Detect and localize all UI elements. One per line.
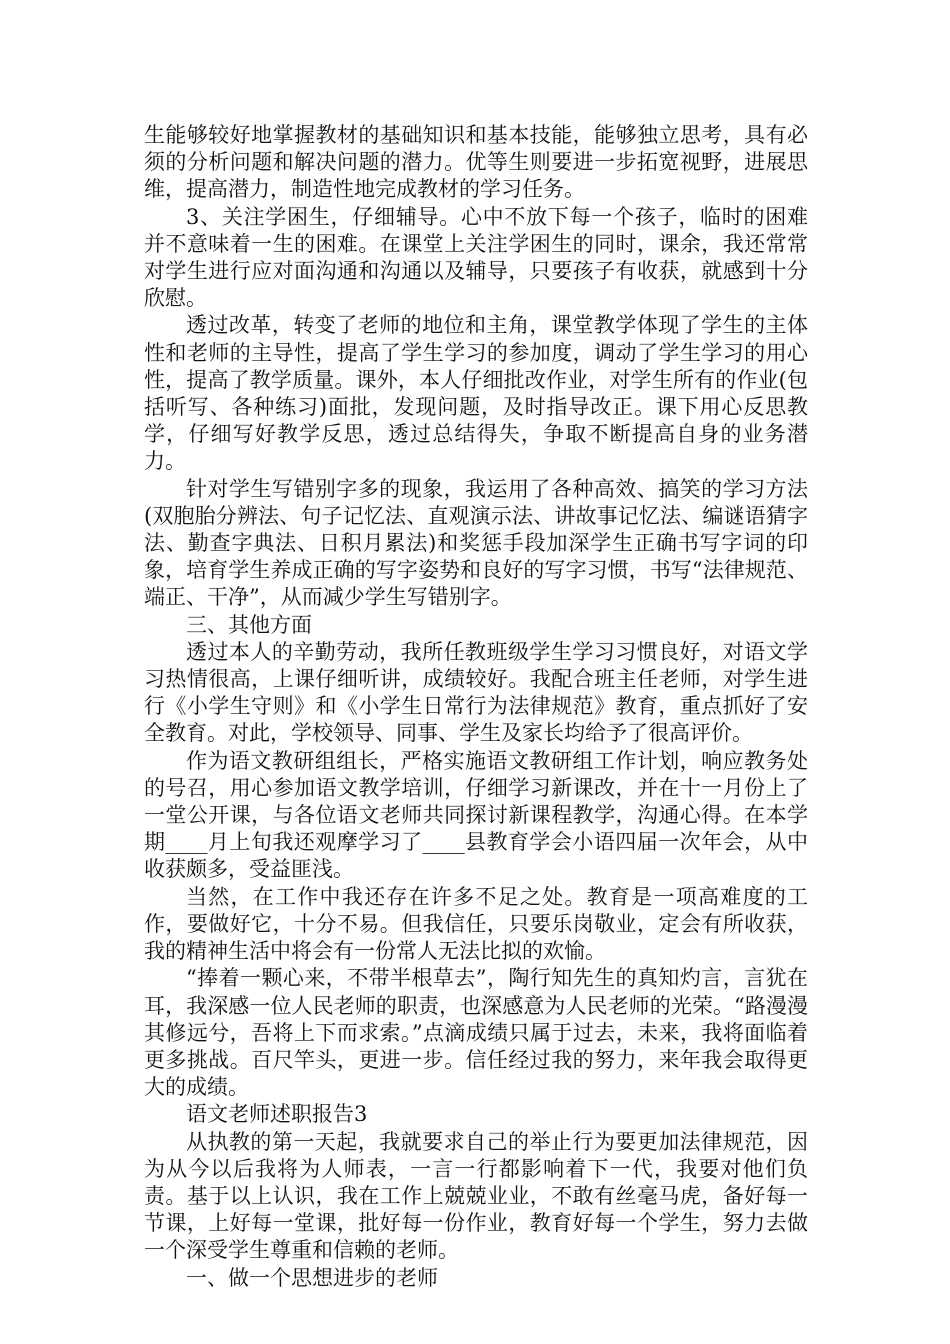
- paragraph-6: 作为语文教研组组长，严格实施语文教研组工作计划，响应教务处的号召，用心参加语文教学培训，仔细学习新课改，并在十一月份上了一堂公开课，与各位语文老师共同探讨新课程教学，沟通心得。在本学期____月上旬我还观摩学习了____县教育学会小语四届一次年会，从中收获颇多，受益匪浅。: [144, 748, 808, 882]
- paragraph-8: “捧着一颗心来，不带半根草去”，陶行知先生的真知灼言，言犹在耳，我深感一位人民老师的职责，也深感意为人民老师的光荣。“路漫漫其修远兮，吾将上下而求索。”点滴成绩只属于过去，未来，我将面临着更多挑战。百尺竿头，更进一步。信任经过我的努力，来年我会取得更大的成绩。: [144, 966, 808, 1100]
- paragraph-2: 3、关注学困生，仔细辅导。心中不放下每一个孩子，临时的困难并不意味着一生的困难。在课堂上关注学困生的同时，课余，我还常常对学生进行应对面沟通和沟通以及辅导，只要孩子有收获，就感到十分欣慰。: [144, 204, 808, 311]
- paragraph-1: 生能够较好地掌握教材的基础知识和基本技能，能够独立思考，具有必须的分析问题和解决问题的潜力。优等生则要进一步拓宽视野，进展思维，提高潜力，制造性地完成教材的学习任务。: [144, 123, 808, 202]
- paragraph-9: 从执教的第一天起，我就要求自己的举止行为要更加法律规范，因为从今以后我将为人师表，一言一行都影响着下一代，我要对他们负责。基于以上认识，我在工作上兢兢业业，不敢有丝毫马虎，备好每一节课，上好每一堂课，批好每一份作业，教育好每一个学生，努力去做一个深受学生尊重和信赖的老师。: [144, 1129, 808, 1263]
- section-heading-ideology: 一、做一个思想进步的老师: [186, 1265, 438, 1290]
- paragraph-4: 针对学生写错别字多的现象，我运用了各种高效、搞笑的学习方法(双胞胎分辨法、句子记忆法、直观演示法、讲故事记忆法、编谜语猜字法、勤查字典法、日积月累法)和奖惩手段加深学生正确书写字词的印象，培育学生养成正确的写字姿势和良好的写字习惯，书写“法律规范、端正、干净”，从而减少学生写错别字。: [144, 476, 808, 610]
- section-heading-other: 三、其他方面: [186, 612, 312, 637]
- document-body: [144, 122, 808, 1292]
- report-title-3: 语文老师述职报告3: [186, 1102, 368, 1127]
- paragraph-5: 透过本人的辛勤劳动，我所任教班级学生学习习惯良好，对语文学习热情很高，上课仔细听讲，成绩较好。我配合班主任老师，对学生进行《小学生守则》和《小学生日常行为法律规范》教育，重点抓好了安全教育。对此，学校领导、同事、学生及家长均给予了很高评价。: [144, 639, 808, 746]
- paragraph-7: 当然，在工作中我还存在许多不足之处。教育是一项高难度的工作，要做好它，十分不易。但我信任，只要乐岗敬业，定会有所收获，我的精神生活中将会有一份常人无法比拟的欢愉。: [144, 884, 808, 964]
- paragraph-3: 透过改革，转变了老师的地位和主角，课堂教学体现了学生的主体性和老师的主导性，提高了学生学习的参加度，调动了学生学习的用心性，提高了教学质量。课外，本人仔细批改作业，对学生所有的作业(包括听写、各种练习)面批，发现问题，及时指导改正。课下用心反思教学，仔细写好教学反思，透过总结得失，争取不断提高自身的业务潜力。: [144, 313, 808, 474]
